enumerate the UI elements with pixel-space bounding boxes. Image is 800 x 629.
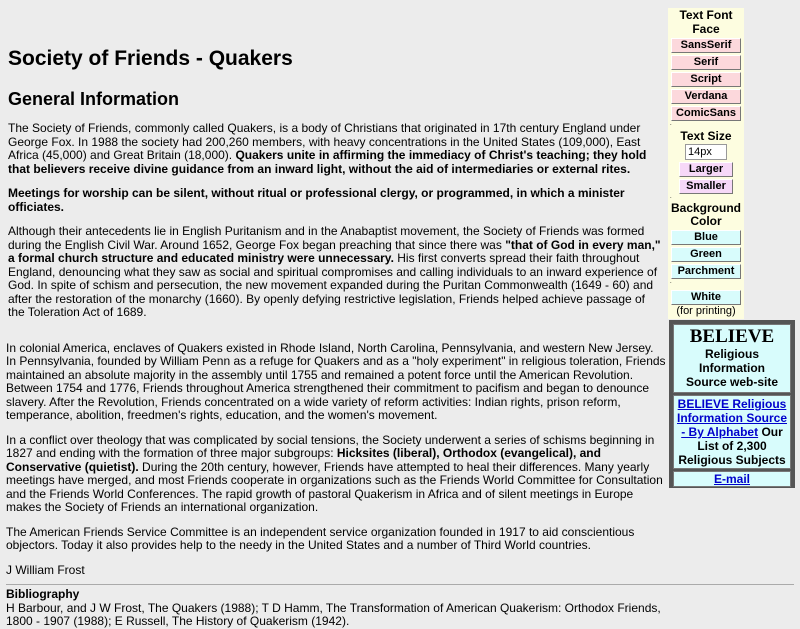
paragraph [8, 122, 664, 176]
font-comicsans-button[interactable]: ComicSans [671, 106, 741, 121]
believe-tagline: Religious Information Source web-site [685, 347, 779, 389]
text: During the 20th century, however, Friends have attempted to heal their differences. Many yearly meetings have merged, and most Friends cooperate in organizations such as the Friends World Committee for Consultation and the Friends World Conferences. The rapid growth of pastoral Quakerism in Africa and of silent meetings in Europe makes the Society of Friends an international organization. [6, 459, 663, 514]
font-script-button[interactable]: Script [671, 72, 741, 87]
printing-note: (for printing) [676, 305, 736, 317]
background-color-heading: Background Color [670, 201, 741, 228]
bibliography-text: H Barbour, and J W Frost, The Quakers (1988); T D Hamm, The Transformation of American Quakerism: Orthodox Friends, 1800 - 1907 (1988); E Russell, The History of Quakerism (1942). [6, 600, 661, 628]
believe-list [673, 395, 791, 469]
text: Although their antecedents lie in English Puritanism and in the Anabaptist movement, the Society of Friends was formed during the English Civil War. Around 1652, George Fox began preaching that since there was [8, 224, 645, 252]
spacer: . [670, 194, 672, 200]
paragraph: In colonial America, enclaves of Quakers existed in Rhode Island, North Carolina, Pennsylvania, and western New Jersey. In Pennsylvania, founded by William Penn as a refuge for Quakers and as a "holy experiment" in religious toleration, Friends maintained an absolute majority in the assembly until 1755 and remained a potent force until the American Revolution. Between 1754 and 1776, Friends throughout America strengthened their commitment to pacifism and began to denounce slavery. After the Revolution, Friends concentrated on a wide variety of reform activities: Indian rights, prison reform, temperance, abolition, freedmen's rights, education, and the women's movement. [6, 340, 666, 422]
bold-text: Hicksites (liberal), Orthodox (evangelical), and Conservative (quietist). [6, 446, 601, 474]
paragraph: The American Friends Service Committee is an independent service organization founded in 1917 to aid conscientious objectors. Today it also provides help to the needy in the United States and a number of Third World countries. [6, 524, 635, 552]
content-flow [8, 0, 668, 629]
bold-text: "that of God in every man," a formal church structure and educated ministry were unnecessary. [8, 237, 661, 265]
section-heading: General Information [8, 89, 180, 109]
bg-green-button[interactable]: Green [671, 247, 741, 262]
paragraph [6, 434, 666, 515]
spacer: . [670, 121, 672, 127]
text-size-input[interactable]: 14px [685, 144, 727, 160]
font-sansserif-button[interactable]: SansSerif [671, 38, 741, 53]
paragraph [8, 187, 664, 214]
believe-header [673, 324, 791, 393]
bibliography-title: Bibliography [6, 587, 80, 601]
author: J William Frost [6, 562, 85, 577]
text: The Society of Friends, commonly called Quakers, is a body of Christians that originated in 17th century England under George Fox. In 1988 the society had 200,260 members, with heavy concentrations in the United States (109,000), East Africa (45,000) and Great Britain (18,000). [8, 121, 641, 162]
paragraph [8, 225, 664, 320]
smaller-button[interactable]: Smaller [679, 179, 733, 194]
bg-parchment-button[interactable]: Parchment [671, 264, 741, 279]
bg-white-button[interactable]: White [671, 290, 741, 305]
text: His first converts spread their faith throughout England, denouncing what they saw as social and spiritual compromises and calling individuals to an inward experience of God. In spite of schism and persecution, the new movement expanded during the Puritan Commonwealth (1649 - 60) and after the restoration of the monarchy (1660). By openly defying restrictive legislation, Friends helped achieve passage of the Toleration Act of 1689. [8, 251, 658, 319]
larger-button[interactable]: Larger [679, 162, 733, 177]
bold-text: Meetings for worship can be silent, without ritual or professional clergy, or programmed, in which a minister officiates. [8, 186, 625, 214]
lower-content [6, 342, 666, 629]
main-content [8, 47, 664, 320]
page-title: Society of Friends - Quakers [8, 47, 293, 70]
bg-blue-button[interactable]: Blue [671, 230, 741, 245]
font-serif-button[interactable]: Serif [671, 55, 741, 70]
email-link[interactable]: E-mail [713, 472, 750, 486]
believe-list-text: Our List of 2,300 Religious Subjects [678, 425, 786, 467]
text-size-heading: Text Size [680, 129, 732, 143]
believe-alphabet-link[interactable]: BELIEVE Religious Information Source - By Alphabet [676, 397, 787, 439]
font-verdana-button[interactable]: Verdana [671, 89, 741, 104]
bibliography [6, 588, 666, 629]
spacer: . [670, 279, 672, 285]
text: In a conflict over theology that was complicated by social tensions, the Society underwent a series of schisms beginning in 1827 and ending with the formation of three major subgroups: [6, 432, 655, 460]
believe-box [669, 320, 795, 488]
divider [6, 584, 794, 585]
display-settings-panel [668, 8, 744, 319]
font-face-heading: Text Font Face [679, 8, 733, 36]
bold-text: Quakers unite in affirming the immediacy of Christ's teaching; they hold that believers receive divine guidance from an inward light, without the aid of intermediaries or external rites. [8, 148, 647, 176]
email-cell [673, 471, 791, 487]
believe-title: BELIEVE [689, 326, 775, 347]
